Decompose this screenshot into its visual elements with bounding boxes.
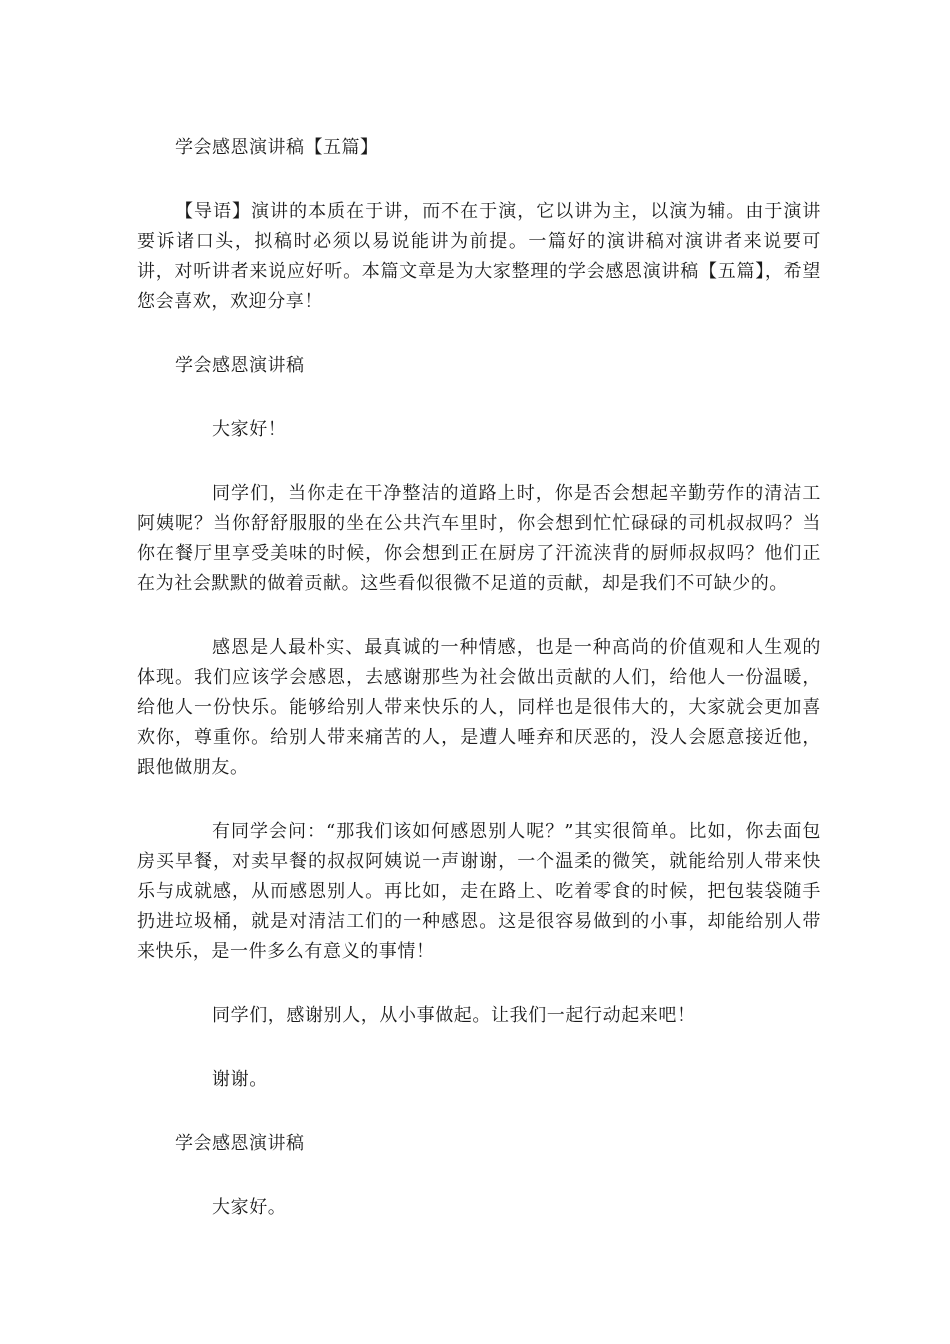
spacer	[137, 599, 821, 633]
greeting: 大家好。	[212, 1197, 287, 1218]
document-title: 学会感恩演讲稿【五篇】	[175, 137, 379, 158]
spacer	[137, 783, 821, 817]
intro-paragraph: 【导语】演讲的本质在于讲，而不在于演，它以讲为主，以演为辅。由于演讲要诉诸口头，拟稿时必须以易说能讲为前提。一篇好的演讲稿对演讲者来说要可讲，对听讲者来说应好听。本篇文章是为大家整理的学会感恩演讲稿【五篇】，希望您会喜欢，欢迎分享！	[137, 201, 821, 312]
spacer	[137, 967, 821, 1001]
spacer	[137, 1159, 821, 1193]
spacer	[137, 445, 821, 479]
spacer	[137, 1031, 821, 1065]
closing: 谢谢。	[212, 1069, 268, 1090]
spacer	[137, 381, 821, 415]
speech-heading: 学会感恩演讲稿	[175, 355, 305, 376]
body-paragraph: 同学们，当你走在干净整洁的道路上时，你是否会想起辛勤劳作的清洁工阿姨呢？当你舒舒服服的坐在公共汽车里时，你会想到忙忙碌碌的司机叔叔吗？当你在餐厅里享受美味的时候，你会想到正在厨房了汗流浃背的厨师叔叔吗？他们正在为社会默默的做着贡献。这些看似很微不足道的贡献，却是我们不可缺少的。	[137, 483, 821, 594]
document-body	[137, 133, 821, 1223]
body-paragraph: 同学们，感谢别人，从小事做起。让我们一起行动起来吧！	[212, 1005, 696, 1026]
spacer	[137, 163, 821, 197]
greeting: 大家好！	[212, 419, 287, 440]
spacer	[137, 317, 821, 351]
spacer	[137, 1095, 821, 1129]
body-paragraph: 有同学会问：“那我们该如何感恩别人呢？”其实很简单。比如，你去面包房买早餐，对卖早餐的叔叔阿姨说一声谢谢，一个温柔的微笑，就能给别人带来快乐与成就感，从而感恩别人。再比如，走在路上、吃着零食的时候，把包装袋随手扔进垃圾桶，就是对清洁工们的一种感恩。这是很容易做到的小事，却能给别人带来快乐，是一件多么有意义的事情！	[137, 821, 821, 962]
body-paragraph: 感恩是人最朴实、最真诚的一种情感，也是一种高尚的价值观和人生观的体现。我们应该学会感恩，去感谢那些为社会做出贡献的人们，给他人一份温暖，给他人一份快乐。能够给别人带来快乐的人，同样也是很伟大的，大家就会更加喜欢你，尊重你。给别人带来痛苦的人，是遭人唾弃和厌恶的，没人会愿意接近他，跟他做朋友。	[137, 637, 821, 778]
speech-heading: 学会感恩演讲稿	[175, 1133, 305, 1154]
